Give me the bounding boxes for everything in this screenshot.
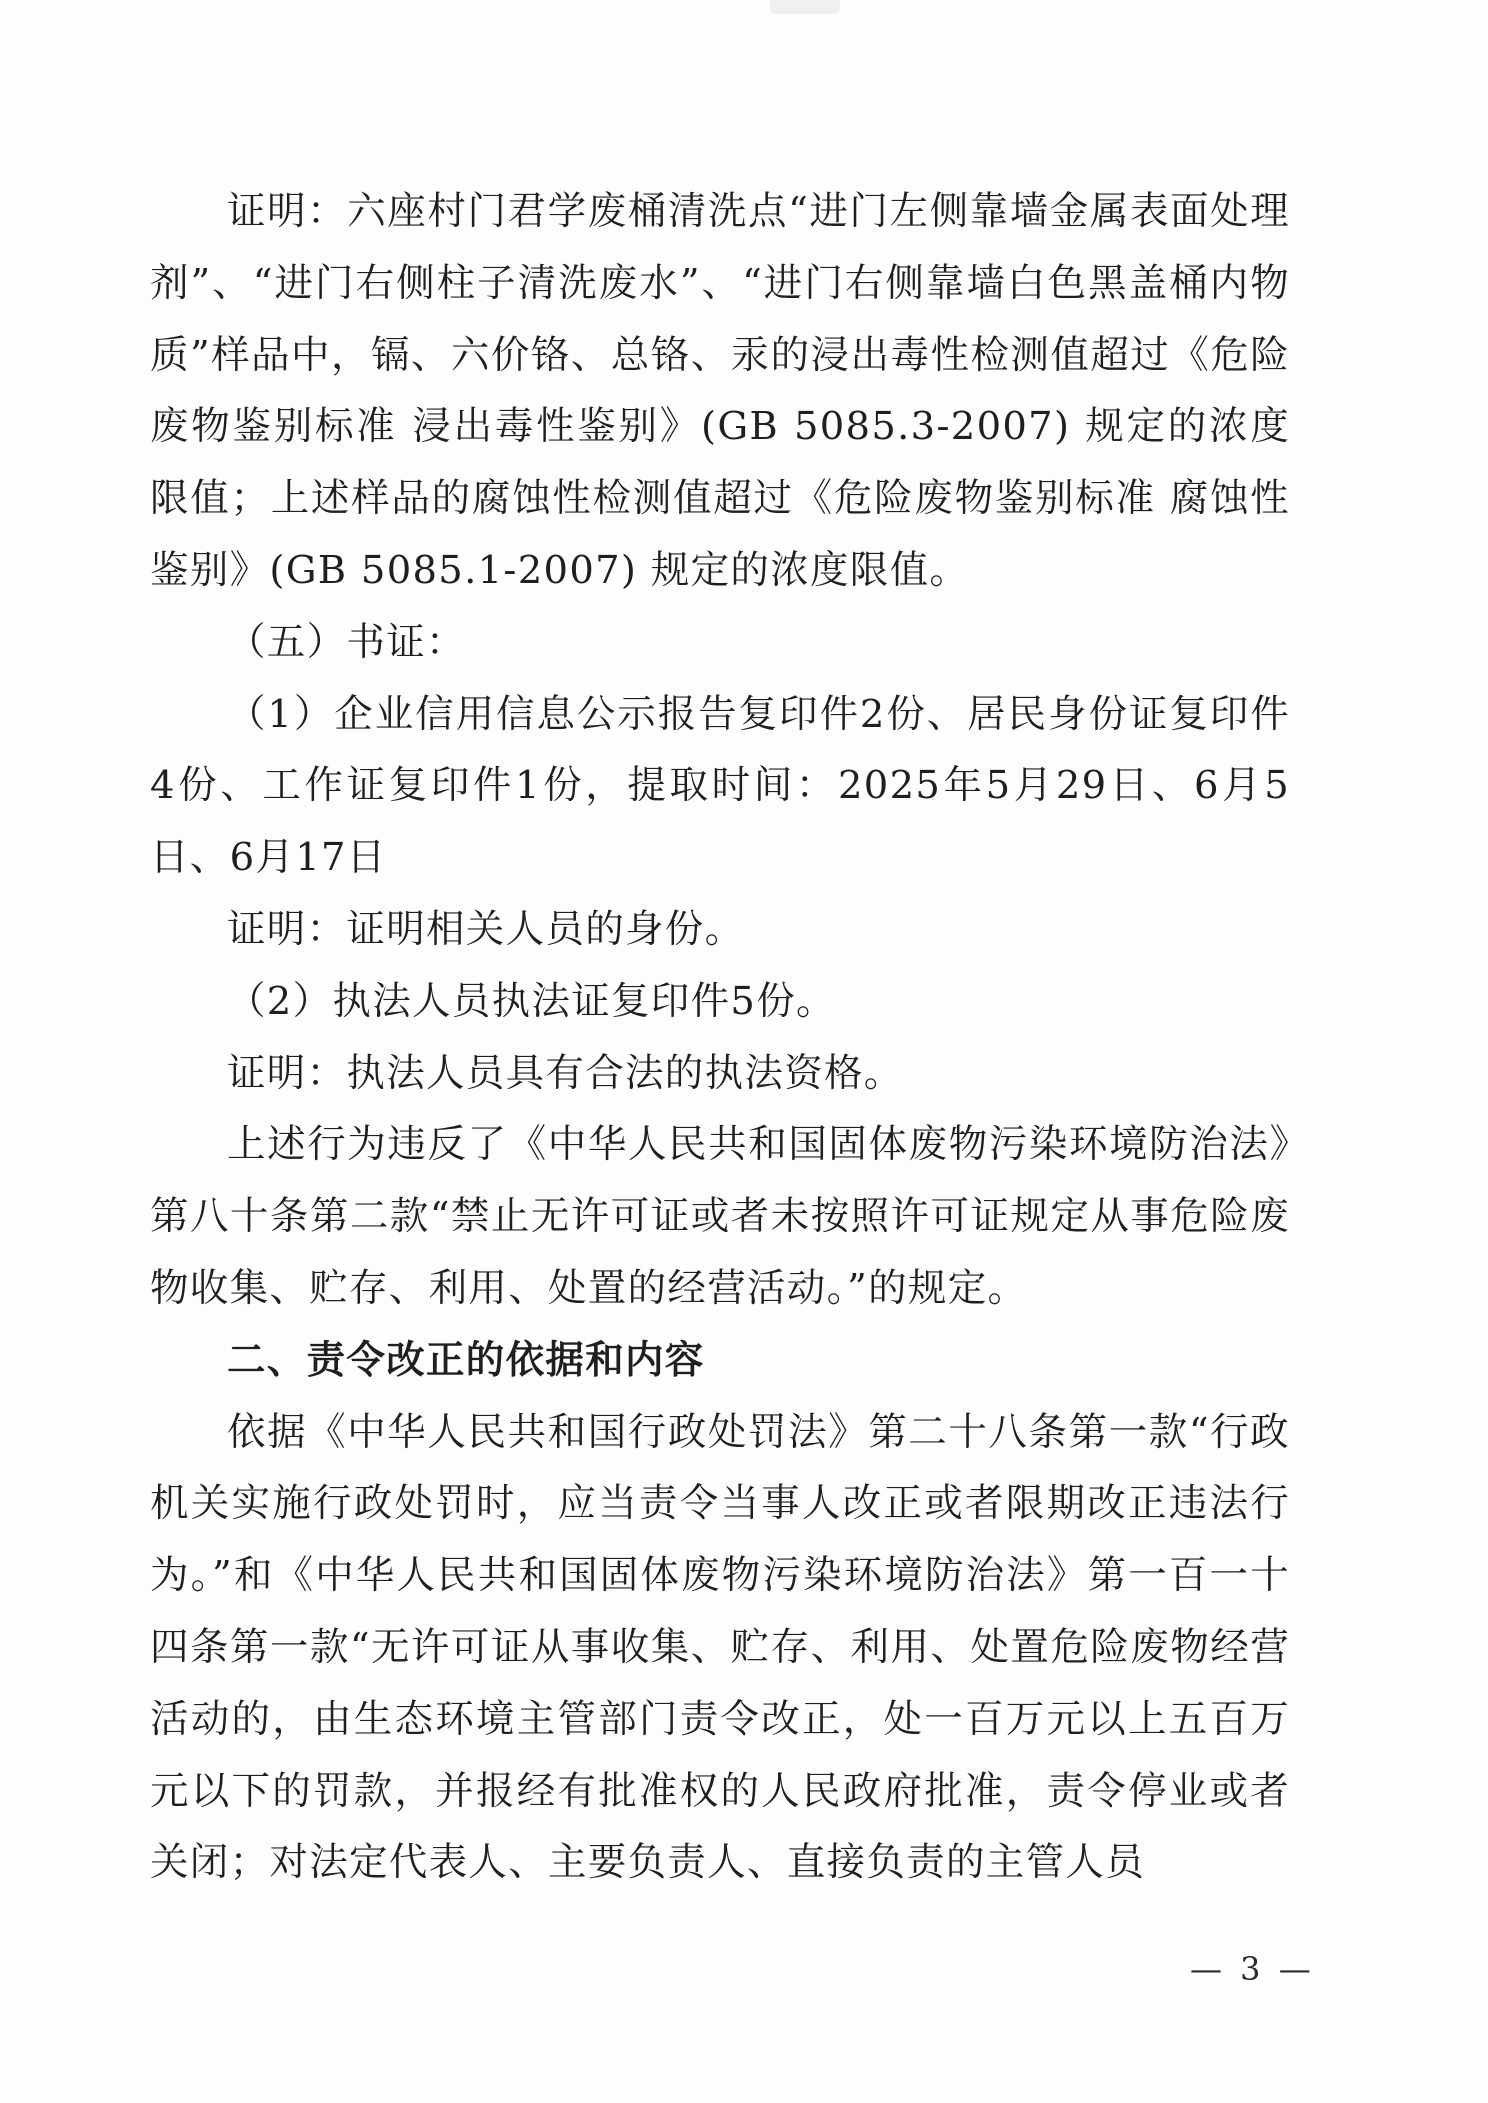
paragraph-proof-qualification: 证明：执法人员具有合法的执法资格。 (227, 1050, 904, 1096)
paragraph-documentary-evidence-heading: （五）书证： (227, 619, 466, 665)
section-heading-correction-basis: 二、责令改正的依据和内容 (227, 1337, 705, 1383)
paragraph-evidence-item-1: （1）企业信用信息公示报告复印件2份、居民身份证复印件4份、工作证复印件1份，提取时间：2025年5月29日、6月5日、6月17日 (150, 691, 1290, 881)
document-body (150, 176, 1290, 1899)
paragraph-evidence-proof: 证明：六座村门君学废桶清洗点“进门左侧靠墙金属表面处理剂”、“进门右侧柱子清洗废水”、“进门右侧靠墙白色黑盖桶内物质”样品中，镉、六价铬、总铬、汞的浸出毒性检测值超过《危险废物鉴别标准 浸出毒性鉴别》(GB 5085.3-2007) 规定的浓度限值；上述样品的腐蚀性检测值超过《危险废物鉴别标准 腐蚀性鉴别》(GB 5085.1-2007) 规定的浓度限值。 (150, 189, 1290, 593)
paragraph-evidence-item-2: （2）执法人员执法证复印件5份。 (227, 978, 836, 1024)
paragraph-proof-identity: 证明：证明相关人员的身份。 (227, 906, 745, 952)
paragraph-violation-statement: 上述行为违反了《中华人民共和国固体废物污染环境防治法》第八十条第二款“禁止无许可证或者未按照许可证规定从事危险废物收集、贮存、利用、处置的经营活动。”的规定。 (150, 1122, 1290, 1311)
paragraph-legal-basis: 依据《中华人民共和国行政处罚法》第二十八条第一款“行政机关实施行政处罚时，应当责令当事人改正或者限期改正违法行为。”和《中华人民共和国固体废物污染环境防治法》第一百一十四条第一款“无许可证从事收集、贮存、利用、处置危险废物经营活动的，由生态环境主管部门责令改正，处一百万元以上五百万元以下的罚款，并报经有批准权的人民政府批准，责令停业或者关闭；对法定代表人、主要负责人、直接负责的主管人员 (150, 1409, 1290, 1886)
scan-artifact (770, 0, 840, 14)
page-number: — 3 — (1190, 1950, 1315, 1988)
